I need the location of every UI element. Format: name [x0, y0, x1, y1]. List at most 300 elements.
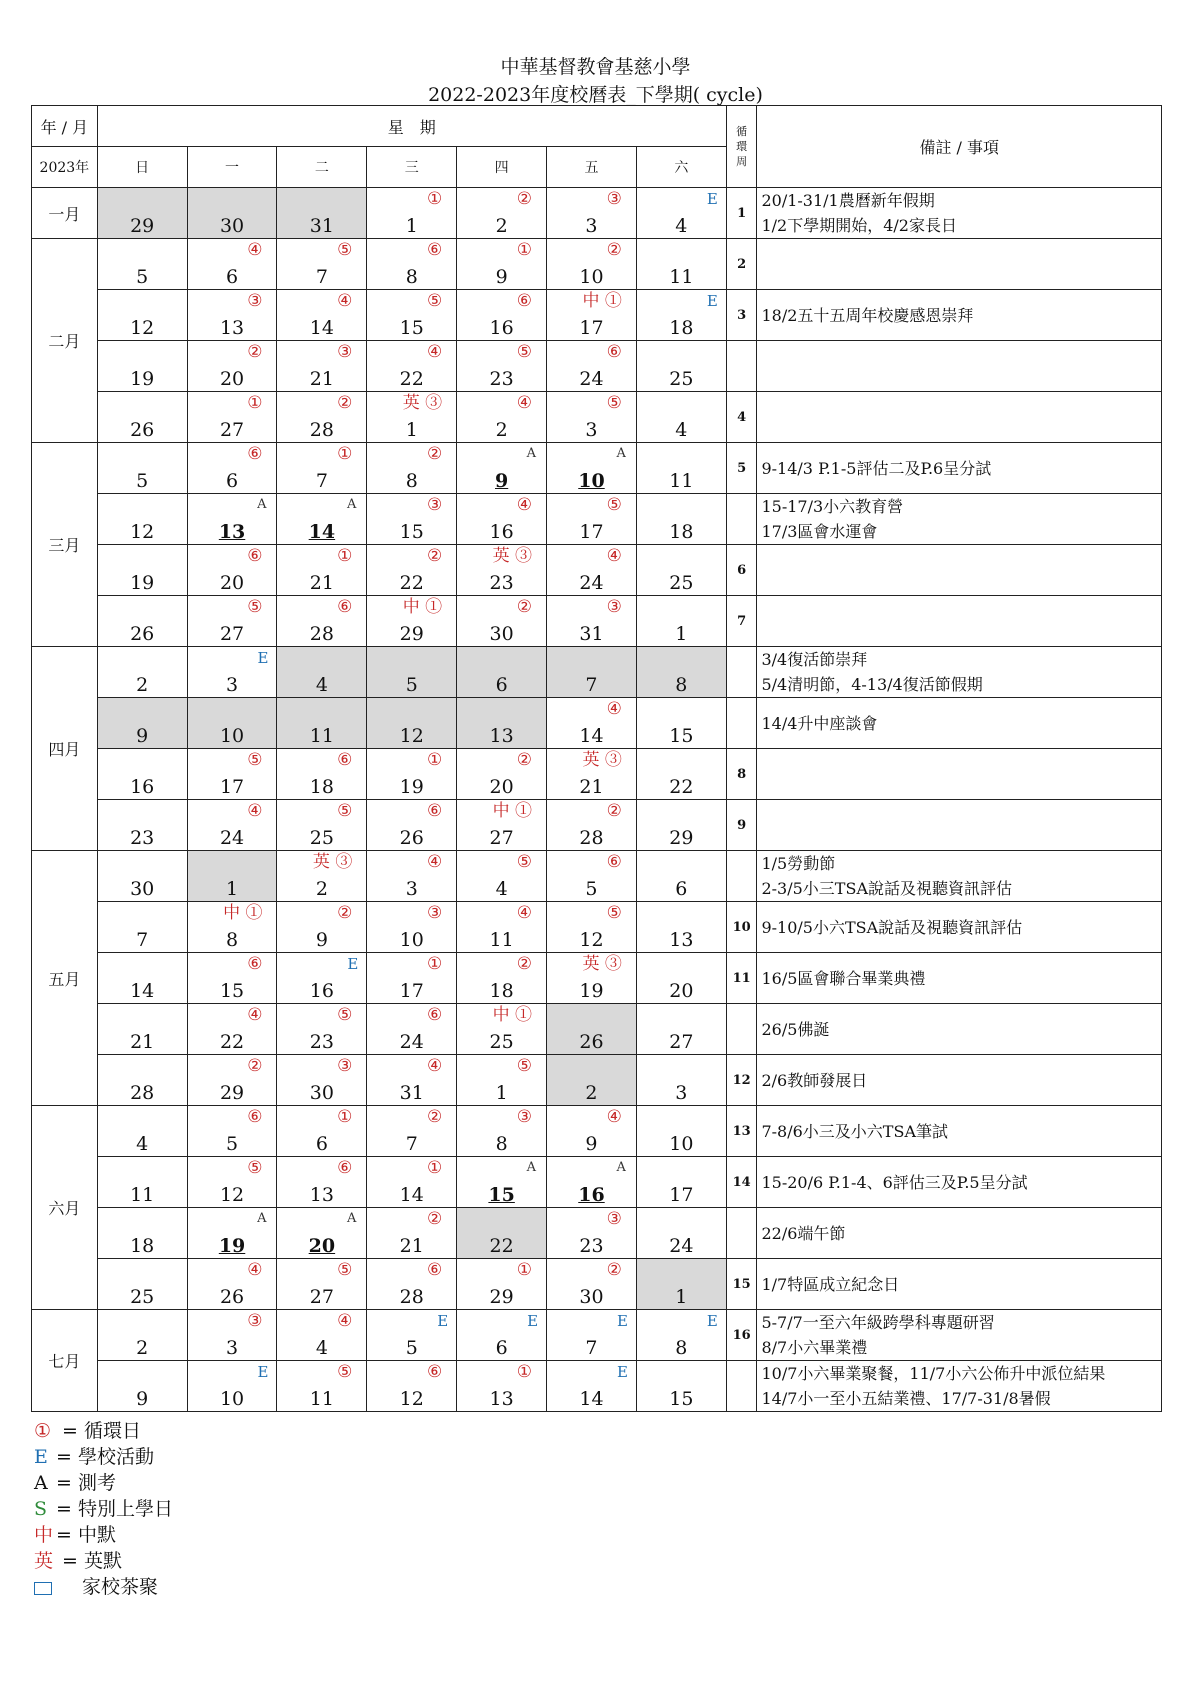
- cycle-day-mark: ②: [426, 546, 443, 566]
- weekday-4: 四: [457, 147, 547, 188]
- cycle-day-mark: ⑥: [606, 852, 622, 872]
- cycle-day-mark: ⑤: [247, 1158, 263, 1178]
- week-notes: [757, 494, 1162, 545]
- month-label: 五月: [32, 851, 98, 1106]
- calendar-title: 2022-2023年度校曆表_下學期( cycle): [428, 84, 763, 106]
- note-line: 14/4升中座談會: [761, 713, 878, 733]
- day-number: 9: [136, 1388, 149, 1410]
- day-cell: [277, 1361, 367, 1412]
- note-line: 1/7特區成立紀念日: [761, 1274, 900, 1294]
- cycle-day-mark: 英 ③: [582, 750, 622, 770]
- cycle-day-mark: ①: [337, 546, 353, 566]
- day-number: 4: [495, 878, 508, 900]
- day-cell: [636, 1157, 726, 1208]
- day-number: 5: [136, 266, 149, 288]
- day-cell: [457, 1310, 547, 1361]
- day-number: 28: [309, 419, 334, 441]
- cycle-day-mark: ⑥: [337, 597, 353, 617]
- day-cell: [367, 800, 457, 851]
- day-cell: [457, 1106, 547, 1157]
- note-line: 3/4復活節崇拜: [761, 650, 868, 669]
- day-cell: [636, 1310, 726, 1361]
- day-cell: [187, 494, 277, 545]
- day-number: 28: [309, 623, 334, 645]
- day-number: 11: [309, 1388, 334, 1410]
- day-cell: [367, 188, 457, 239]
- holiday-cell: [547, 1055, 637, 1106]
- day-cell: [457, 1259, 547, 1310]
- day-cell: [636, 698, 726, 749]
- day-number: 2: [136, 1337, 149, 1359]
- day-number: 25: [669, 368, 694, 390]
- day-number: 23: [130, 827, 155, 849]
- day-cell: [367, 239, 457, 290]
- cycle-day-mark: ③: [337, 342, 353, 362]
- day-number: 1: [405, 215, 418, 237]
- day-cell: [457, 1361, 547, 1412]
- day-number: 19: [399, 776, 424, 798]
- day-cell: [97, 1259, 187, 1310]
- day-number: 14: [399, 1184, 424, 1206]
- day-number: 21: [309, 572, 334, 594]
- day-cell: [367, 1361, 457, 1412]
- cycle-day-mark: ②: [247, 1056, 263, 1076]
- day-number: 7: [315, 266, 328, 288]
- day-number: 1: [225, 878, 239, 900]
- day-number: 15: [669, 725, 694, 747]
- day-number: 5: [585, 878, 598, 900]
- holiday-cell: [277, 647, 367, 698]
- day-number: 15: [488, 1184, 515, 1206]
- day-cell: [367, 494, 457, 545]
- day-number: 13: [489, 725, 514, 747]
- cycle-day-mark: ⑥: [247, 1107, 263, 1127]
- cycle-day-mark: 英 ③: [312, 852, 353, 872]
- day-cell: [367, 749, 457, 800]
- day-number: 8: [675, 1337, 688, 1359]
- note-line: 26/5佛誕: [761, 1019, 830, 1039]
- day-number: 12: [399, 1388, 424, 1410]
- event-mark: E: [706, 1312, 718, 1330]
- day-cell: [367, 1259, 457, 1310]
- cycle-day-mark: ⑥: [606, 342, 622, 362]
- day-number: 1: [495, 1082, 508, 1104]
- day-cell: [187, 392, 277, 443]
- day-cell: [367, 902, 457, 953]
- day-cell: [457, 596, 547, 647]
- day-number: 1: [675, 1286, 688, 1308]
- day-number: 29: [489, 1286, 514, 1308]
- event-mark: E: [616, 1312, 628, 1330]
- legend-text: = 中默: [56, 1524, 116, 1546]
- legend-text: = 英默: [56, 1550, 122, 1572]
- assessment-mark: A: [257, 1211, 267, 1226]
- day-number: 4: [675, 419, 688, 441]
- holiday-cell: [457, 1208, 547, 1259]
- month-label: 六月: [32, 1106, 98, 1310]
- cycle-week-number: [726, 1361, 757, 1412]
- day-number: 9: [585, 1133, 598, 1155]
- cycle-day-mark: 中 ①: [492, 1005, 533, 1025]
- day-number: 9: [315, 929, 328, 951]
- note-line: 10/7小六畢業聚餐，11/7小六公佈升中派位結果: [761, 1364, 1106, 1383]
- day-cell: [636, 1106, 726, 1157]
- weekday-6: 六: [636, 147, 726, 188]
- day-number: 12: [399, 725, 424, 747]
- day-number: 10: [578, 470, 605, 492]
- day-number: 21: [130, 1031, 155, 1053]
- legend-item: [34, 1546, 122, 1573]
- day-cell: [457, 953, 547, 1004]
- day-number: 16: [578, 1184, 605, 1206]
- box-icon: [34, 1582, 52, 1595]
- day-cell: [187, 1208, 277, 1259]
- day-cell: [457, 545, 547, 596]
- day-number: 3: [405, 878, 418, 900]
- note-line: 17/3區會水運會: [761, 522, 878, 541]
- day-number: 20: [308, 1235, 336, 1257]
- month-label: 二月: [32, 239, 98, 443]
- cycle-day-mark: ⑥: [426, 1005, 443, 1025]
- day-number: 11: [130, 1184, 155, 1206]
- cycle-week-number: 8: [726, 749, 757, 800]
- day-number: 22: [399, 368, 424, 390]
- day-cell: [367, 1106, 457, 1157]
- day-cell: [187, 1259, 277, 1310]
- cycle-day-mark: ③: [606, 1209, 622, 1229]
- week-notes: [757, 1004, 1162, 1055]
- cycle-week-number: 11: [726, 953, 757, 1004]
- cycle-day-mark: ④: [337, 1311, 353, 1331]
- day-cell: [187, 1361, 277, 1412]
- day-cell: [636, 596, 726, 647]
- month-label: 七月: [32, 1310, 98, 1412]
- holiday-cell: [277, 698, 367, 749]
- day-cell: [187, 1004, 277, 1055]
- weekday-5: 五: [547, 147, 637, 188]
- holiday-cell: [547, 647, 637, 698]
- cycle-week-number: 2: [726, 239, 757, 290]
- cycle-day-mark: ④: [247, 240, 263, 260]
- month-label: 一月: [32, 188, 98, 239]
- week-row: [32, 1361, 1162, 1412]
- day-number: 9: [495, 470, 509, 492]
- note-line: 15-17/3小六教育營: [761, 497, 904, 516]
- day-number: 10: [669, 1133, 694, 1155]
- day-number: 17: [219, 776, 245, 798]
- cycle-week-number: 15: [726, 1259, 757, 1310]
- cycle-day-mark: ④: [516, 393, 533, 413]
- legend-item: [34, 1468, 116, 1495]
- legend-item: [34, 1572, 158, 1599]
- cycle-day-mark: ④: [606, 546, 622, 566]
- day-cell: [277, 1157, 367, 1208]
- day-cell: [97, 1310, 187, 1361]
- day-cell: [97, 647, 187, 698]
- day-cell: [457, 800, 547, 851]
- cycle-day-mark: ④: [337, 291, 353, 311]
- cycle-day-mark: ②: [606, 1260, 622, 1280]
- day-cell: [187, 1055, 277, 1106]
- week-notes: [757, 953, 1162, 1004]
- day-number: 22: [219, 1031, 245, 1053]
- legend-text: = 特別上學日: [56, 1498, 173, 1520]
- week-notes: [757, 749, 1162, 800]
- note-line: 9-14/3 P.1-5評估二及P.6呈分試: [761, 458, 992, 478]
- day-cell: [187, 902, 277, 953]
- day-cell: [367, 851, 457, 902]
- day-number: 16: [130, 776, 155, 798]
- day-number: 6: [315, 1133, 328, 1155]
- day-cell: [367, 341, 457, 392]
- day-cell: [547, 749, 637, 800]
- day-number: 5: [225, 1133, 239, 1155]
- day-number: 21: [579, 776, 604, 798]
- day-number: 10: [399, 929, 424, 951]
- week-row: [32, 647, 1162, 698]
- day-cell: [277, 953, 367, 1004]
- cycle-day-mark: ⑤: [247, 597, 263, 617]
- day-number: 25: [309, 827, 334, 849]
- note-line: 15-20/6 P.1-4、6評估三及P.5呈分試: [761, 1172, 1028, 1192]
- holiday-cell: [97, 188, 187, 239]
- day-number: 5: [136, 470, 149, 492]
- day-number: 1: [675, 623, 688, 645]
- cycle-day-mark: 英 ③: [492, 546, 533, 566]
- day-cell: [636, 188, 726, 239]
- day-number: 17: [579, 317, 604, 339]
- day-cell: [547, 1106, 637, 1157]
- note-line: 1/2下學期開始，4/2家長日: [761, 216, 957, 235]
- cycle-day-mark: ④: [247, 1260, 263, 1280]
- cycle-day-mark: ⑤: [247, 750, 263, 770]
- day-number: 11: [489, 929, 514, 951]
- day-cell: [277, 851, 367, 902]
- day-cell: [277, 1208, 367, 1259]
- cycle-day-mark: ②: [516, 189, 533, 209]
- cycle-header: 循環周: [726, 106, 757, 188]
- day-number: 6: [225, 266, 239, 288]
- week-row: [32, 851, 1162, 902]
- day-number: 18: [309, 776, 334, 798]
- day-number: 23: [489, 368, 514, 390]
- cycle-day-mark: ⑥: [337, 1158, 353, 1178]
- week-notes: [757, 341, 1162, 392]
- day-cell: [367, 545, 457, 596]
- week-notes: [757, 851, 1162, 902]
- holiday-cell: [277, 188, 367, 239]
- day-number: 26: [219, 1286, 245, 1308]
- day-number: 20: [489, 776, 514, 798]
- day-number: 15: [669, 1388, 694, 1410]
- day-number: 19: [130, 368, 155, 390]
- event-mark: E: [437, 1312, 449, 1330]
- cycle-day-mark: ①: [426, 750, 443, 770]
- day-number: 25: [130, 1286, 155, 1308]
- day-number: 13: [218, 521, 246, 543]
- note-line: 20/1-31/1農曆新年假期: [761, 191, 935, 210]
- week-notes: [757, 902, 1162, 953]
- cycle-day-mark: ①: [247, 393, 263, 413]
- week-notes: [757, 1055, 1162, 1106]
- cycle-day-mark: ②: [337, 903, 353, 923]
- day-cell: [457, 1055, 547, 1106]
- day-cell: [547, 596, 637, 647]
- day-number: 17: [399, 980, 424, 1002]
- day-number: 4: [315, 674, 328, 696]
- cycle-day-mark: ②: [337, 393, 353, 413]
- cycle-day-mark: ⑥: [247, 444, 263, 464]
- day-cell: [547, 443, 637, 494]
- day-cell: [636, 239, 726, 290]
- cycle-week-number: [726, 494, 757, 545]
- assessment-mark: A: [616, 446, 626, 461]
- day-cell: [457, 1157, 547, 1208]
- day-cell: [367, 1055, 457, 1106]
- day-number: 11: [669, 470, 694, 492]
- day-number: 31: [399, 1082, 424, 1104]
- day-cell: [547, 1208, 637, 1259]
- day-cell: [547, 851, 637, 902]
- cycle-day-mark: ⑥: [426, 240, 443, 260]
- cycle-day-mark: ①: [516, 240, 533, 260]
- week-row: [32, 1310, 1162, 1361]
- day-cell: [457, 239, 547, 290]
- week-notes: [757, 1157, 1162, 1208]
- legend-symbol: 英: [34, 1550, 54, 1572]
- note-line: 5/4清明節，4-13/4復活節假期: [761, 675, 983, 694]
- cycle-day-mark: ⑤: [606, 903, 622, 923]
- day-number: 5: [405, 1337, 418, 1359]
- cycle-week-number: [726, 1004, 757, 1055]
- week-row: [32, 341, 1162, 392]
- day-cell: [187, 800, 277, 851]
- day-cell: [547, 1157, 637, 1208]
- cycle-day-mark: ③: [426, 903, 443, 923]
- legend-item: [34, 1494, 173, 1521]
- cycle-day-mark: ③: [426, 495, 443, 515]
- day-number: 8: [675, 674, 688, 696]
- cycle-day-mark: ①: [426, 1158, 443, 1178]
- day-number: 15: [219, 980, 245, 1002]
- day-number: 12: [219, 1184, 245, 1206]
- cycle-day-mark: ④: [516, 495, 533, 515]
- legend-symbol: S: [34, 1498, 48, 1520]
- day-cell: [277, 290, 367, 341]
- day-number: 27: [309, 1286, 334, 1308]
- cycle-day-mark: ④: [426, 852, 443, 872]
- day-number: 29: [130, 215, 155, 237]
- day-number: 27: [219, 623, 245, 645]
- day-number: 29: [219, 1082, 245, 1104]
- holiday-cell: [187, 851, 277, 902]
- day-cell: [367, 290, 457, 341]
- day-number: 16: [489, 317, 514, 339]
- cycle-day-mark: ⑤: [516, 1056, 533, 1076]
- weekday-1: 一: [187, 147, 277, 188]
- day-number: 6: [225, 470, 239, 492]
- day-number: 2: [315, 878, 328, 900]
- day-cell: [97, 800, 187, 851]
- day-number: 12: [130, 521, 155, 543]
- cycle-day-mark: ②: [606, 240, 622, 260]
- cycle-week-number: 1: [726, 188, 757, 239]
- cycle-week-number: 9: [726, 800, 757, 851]
- day-cell: [547, 392, 637, 443]
- holiday-cell: [97, 698, 187, 749]
- day-cell: [187, 749, 277, 800]
- cycle-day-mark: ⑤: [516, 342, 533, 362]
- day-number: 11: [309, 725, 334, 747]
- cycle-week-number: 5: [726, 443, 757, 494]
- weekday-0: 日: [97, 147, 187, 188]
- cycle-day-mark: ④: [247, 1005, 263, 1025]
- day-number: 24: [399, 1031, 424, 1053]
- day-cell: [367, 443, 457, 494]
- day-number: 24: [579, 368, 604, 390]
- day-number: 3: [225, 1337, 239, 1359]
- day-number: 14: [579, 1388, 604, 1410]
- day-number: 23: [579, 1235, 604, 1257]
- day-number: 18: [669, 521, 694, 543]
- day-cell: [636, 749, 726, 800]
- day-number: 26: [130, 419, 155, 441]
- day-cell: [277, 1106, 367, 1157]
- week-row: [32, 239, 1162, 290]
- cycle-day-mark: ④: [516, 903, 533, 923]
- holiday-cell: [636, 1259, 726, 1310]
- day-cell: [636, 953, 726, 1004]
- holiday-cell: [367, 647, 457, 698]
- legend-symbol: 中: [34, 1524, 54, 1546]
- week-notes: [757, 1208, 1162, 1259]
- cycle-day-mark: ③: [606, 189, 622, 209]
- cycle-day-mark: ②: [516, 750, 533, 770]
- day-number: 4: [315, 1337, 328, 1359]
- assessment-mark: A: [616, 1160, 626, 1175]
- week-notes: [757, 290, 1162, 341]
- day-cell: [277, 341, 367, 392]
- day-number: 26: [130, 623, 155, 645]
- day-cell: [636, 341, 726, 392]
- day-cell: [547, 1361, 637, 1412]
- school-calendar-table: [31, 105, 1162, 1412]
- day-number: 7: [136, 929, 149, 951]
- cycle-week-number: [726, 341, 757, 392]
- cycle-week-number: 16: [726, 1310, 757, 1361]
- day-cell: [457, 341, 547, 392]
- day-number: 16: [489, 521, 514, 543]
- day-cell: [187, 953, 277, 1004]
- week-notes: [757, 1259, 1162, 1310]
- week-notes: [757, 647, 1162, 698]
- day-cell: [187, 1106, 277, 1157]
- day-cell: [187, 647, 277, 698]
- note-line: 2/6教師發展日: [761, 1070, 868, 1090]
- cycle-day-mark: ②: [516, 954, 533, 974]
- day-cell: [547, 800, 637, 851]
- assessment-mark: A: [257, 497, 267, 512]
- day-number: 16: [309, 980, 334, 1002]
- day-cell: [367, 1310, 457, 1361]
- day-cell: [97, 1208, 187, 1259]
- week-row: [32, 1259, 1162, 1310]
- day-cell: [277, 1055, 367, 1106]
- cycle-day-mark: 英 ③: [582, 954, 622, 974]
- cycle-day-mark: ①: [426, 954, 443, 974]
- cycle-day-mark: ⑤: [606, 393, 622, 413]
- cycle-day-mark: ⑥: [426, 1260, 443, 1280]
